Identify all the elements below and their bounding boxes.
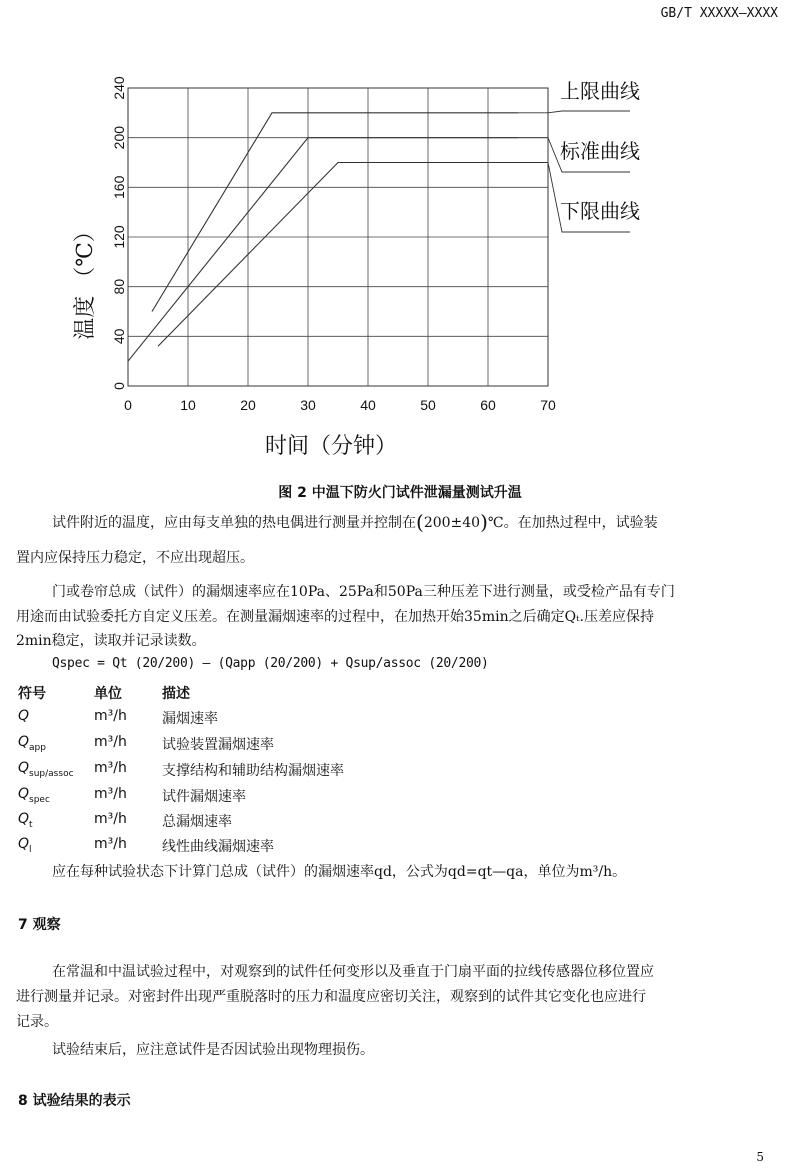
legend-label: 上限曲线 [560, 79, 640, 103]
x-tick-label: 70 [540, 397, 556, 413]
symbol-cell [18, 734, 46, 753]
symbol-letter: Q [18, 836, 30, 852]
section-7-para1-line3: 记录。 [16, 1014, 58, 1030]
x-axis-label: 时间（分钟） [264, 434, 398, 459]
paragraph-leakage-formula: 应在每种试验状态下计算门总成（试件）的漏烟速率qd，公式为qd=qt—qa，单位为m³/h。 [52, 864, 627, 880]
x-tick-label: 40 [360, 397, 376, 413]
symbol-cell [18, 786, 50, 805]
legend-leader-line [518, 111, 630, 113]
y-tick-label: 160 [111, 175, 127, 200]
y-tick-label: 40 [111, 328, 127, 345]
symbol-letter: Q [18, 786, 30, 802]
description-cell: 漏烟速率 [162, 711, 218, 727]
symbol-subscript: app [29, 742, 46, 753]
description-cell: 支撑结构和辅助结构漏烟速率 [162, 763, 344, 779]
section-7-para2: 试验结束后，应注意试件是否因试验出现物理损伤。 [52, 1042, 374, 1058]
section-8-title: 8 试验结果的表示 [18, 1093, 131, 1109]
x-tick-label: 60 [480, 397, 496, 413]
unit-cell: m³/h [94, 811, 127, 827]
x-tick-label: 30 [300, 397, 316, 413]
legend-labels [560, 79, 640, 223]
symbol-letter: Q [18, 760, 30, 776]
y-tick-label: 240 [111, 76, 127, 100]
symbol-cell [18, 811, 33, 830]
y-tick-label: 0 [111, 382, 127, 390]
y-tick-label: 80 [111, 278, 127, 295]
leakage-formula: Qspec = Qt (20/200) – (Qapp (20/200) + Qsup/assoc (20/200) [52, 656, 489, 671]
standard-number: GB/T XXXXX—XXXX [660, 6, 778, 21]
paragraph-temperature-control-line2: 置内应保持压力稳定，不应出现超压。 [16, 550, 254, 566]
unit-cell: m³/h [94, 734, 127, 750]
x-tick-labels [124, 397, 556, 413]
y-tick-label: 120 [111, 225, 127, 249]
figure-caption: 图 2 中温下防火门试件泄漏量测试升温 [278, 485, 522, 501]
para1-text-b: ℃。在加热过程中，试验装 [487, 515, 658, 531]
section-7-title: 7 观察 [18, 917, 61, 933]
unit-cell: m³/h [94, 708, 127, 724]
paragraph-leakage-line1: 门或卷帘总成（试件）的漏烟速率应在10Pa、25Pa和50Pa三种压差下进行测量，或受检产品有专门 [52, 584, 675, 600]
series-line [152, 113, 518, 312]
y-tick-label: 200 [111, 125, 127, 150]
description-header: 描述 [162, 686, 190, 702]
symbol-subscript: sup/assoc [29, 768, 74, 779]
legend-label: 下限曲线 [560, 199, 640, 223]
section-7-para1-line1: 在常温和中温试验过程中，对观察到的试件任何变形以及垂直于门扇平面的拉线传感器位移位置应 [52, 964, 654, 980]
section-7-para1-line2: 进行测量并记录。对密封件出现严重脱落时的压力和温度应密切关注，观察到的试件其它变化也应进行 [16, 989, 646, 1005]
symbol-subscript: t [29, 819, 33, 830]
y-tick-labels [111, 76, 127, 390]
unit-cell: m³/h [94, 786, 127, 802]
symbol-cell [18, 836, 32, 855]
chart-grid [128, 88, 548, 386]
legend-label: 标准曲线 [560, 139, 640, 163]
paragraph-leakage-line3: 2min稳定，读取并记录读数。 [16, 633, 206, 649]
symbol-letter: Q [18, 708, 30, 724]
symbol-cell [18, 708, 29, 724]
unit-cell: m³/h [94, 760, 127, 776]
symbol-subscript: l [29, 844, 32, 855]
x-tick-label: 20 [240, 397, 256, 413]
paragraph-temperature-control [16, 512, 788, 534]
temperature-chart [0, 60, 800, 470]
para1-paren-close: ) [480, 510, 488, 534]
symbol-letter: Q [18, 734, 30, 750]
description-cell: 线性曲线漏烟速率 [162, 839, 274, 855]
symbol-cell [18, 760, 74, 779]
x-tick-label: 0 [124, 397, 132, 413]
unit-cell: m³/h [94, 836, 127, 852]
x-tick-label: 10 [180, 397, 196, 413]
y-axis-label: 温度 （℃） [73, 220, 98, 340]
series-line [128, 138, 518, 362]
description-cell: 试验装置漏烟速率 [162, 737, 274, 753]
para1-paren-open: ( [416, 510, 424, 534]
x-tick-label: 50 [420, 397, 436, 413]
description-cell: 试件漏烟速率 [162, 789, 246, 805]
symbol-letter: Q [18, 811, 30, 827]
symbol-subscript: spec [29, 794, 50, 805]
series-line [158, 163, 518, 347]
para1-value: 200±40 [423, 515, 481, 531]
unit-header: 单位 [94, 686, 122, 702]
description-cell: 总漏烟速率 [162, 814, 232, 830]
page-number: 5 [756, 1150, 764, 1164]
paragraph-leakage-line2: 用途而由试验委托方自定义压差。在测量漏烟速率的过程中，在加热开始35min之后确定Qₜ.压差应保持 [16, 609, 654, 625]
symbol-header: 符号 [18, 686, 46, 702]
para1-text-a: 试件附近的温度，应由每支单独的热电偶进行测量并控制在 [52, 515, 416, 531]
